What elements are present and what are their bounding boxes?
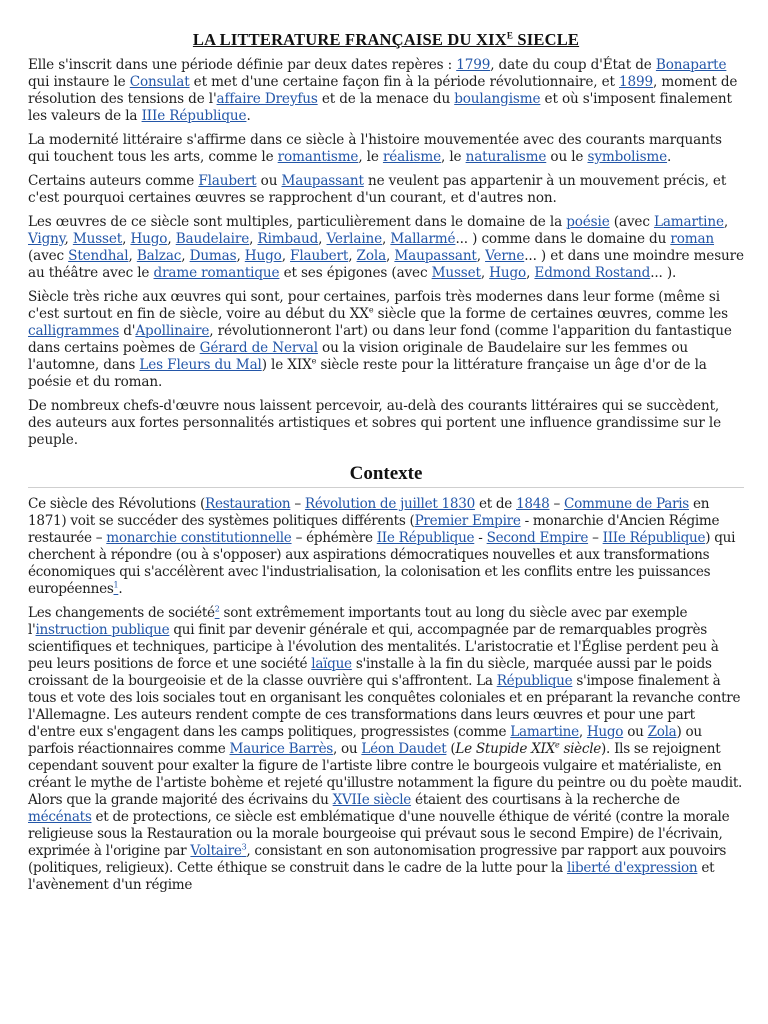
wiki-link[interactable]: Lamartine — [510, 724, 579, 740]
wiki-link[interactable]: Révolution de juillet 1830 — [304, 496, 475, 512]
wiki-link[interactable]: IIIe République — [602, 530, 706, 546]
wiki-link[interactable]: affaire Dreyfus — [216, 91, 318, 107]
text-run: ne veulent pas appartenir à un mouvement précis, et c'est pourquoi certaines œuvres se rapprochent d'un courant, et d'autres non. — [28, 173, 727, 206]
text-run: – éphémère — [291, 530, 377, 546]
wiki-link[interactable]: liberté d'expression — [566, 860, 698, 876]
text-run: siècle que la forme de certaines œuvres, comme les — [373, 306, 728, 322]
wiki-link[interactable]: IIIe République — [141, 108, 247, 124]
text-run: (avec — [609, 214, 654, 230]
wiki-link[interactable]: Hugo — [130, 231, 168, 247]
paragraph — [28, 398, 744, 449]
text-run: ) ou parfois réactionnaires comme — [28, 724, 702, 757]
text-run: , — [348, 248, 357, 264]
text-run: De nombreux chefs-d'œuvre nous laissent percevoir, au-delà des courants littéraires qui se succèdent, des auteurs aux fortes personnalités artistiques et sobres qui portent une influence grandissime sur le peuple. — [28, 398, 721, 448]
wiki-link[interactable]: Baudelaire — [175, 231, 250, 247]
wiki-link[interactable]: Les Fleurs du Mal — [139, 357, 262, 373]
wiki-link[interactable]: Premier Empire — [414, 513, 521, 529]
wiki-link[interactable]: Maupassant — [394, 248, 477, 264]
wiki-link[interactable]: poésie — [566, 214, 610, 230]
text-run: ... ). — [650, 265, 677, 281]
wiki-link[interactable]: Commune de Paris — [564, 496, 689, 512]
text-run: , le — [358, 149, 383, 165]
text-run: et met d'une certaine façon fin à la période révolutionnaire, et — [189, 74, 619, 90]
wiki-link[interactable]: IIe République — [376, 530, 475, 546]
wiki-link[interactable]: Dumas — [189, 248, 237, 264]
text-run: ) le XIX — [261, 357, 312, 373]
wiki-link[interactable]: Hugo — [489, 265, 527, 281]
text-run: - monarchie d'Ancien Régime restaurée – — [28, 513, 720, 546]
text-run: (avec — [28, 248, 69, 264]
wiki-link[interactable]: Zola — [647, 724, 677, 740]
paragraph — [28, 214, 744, 282]
text-run: ... ) et dans une moindre mesure au théâtre avec le — [28, 248, 744, 281]
text-run: , date du coup d'État de — [490, 57, 656, 73]
text-run: Elle s'inscrit dans une période définie par deux dates repères : — [28, 57, 457, 73]
text-run: , consistant en son autonomisation progressive par rapport aux pouvoirs (politiques, religieux). Cette éthique se construit dans le cadre de la lutte pour la — [28, 843, 727, 876]
intro-section — [28, 57, 744, 449]
text-run: , moment de résolution des tensions de l' — [28, 74, 738, 107]
paragraph — [28, 132, 744, 166]
text-run: ( — [446, 741, 456, 757]
text-run: Certains auteurs comme — [28, 173, 199, 189]
text-run: et de protections, ce siècle est emblématique d'une nouvelle éthique de vérité (contre la morale religieuse sous la Restauration ou la morale bourgeoise qui prévaut sous le second Empire) de l'écrivain, exprimée à l'origine par — [28, 809, 730, 859]
text-run: s'impose finalement à tous et vote des lois sociales tout en organisant les conquêtes coloniales et en préparant la revanche contre l'Allemagne. Les auteurs rendent compte de ces transformations dans leurs œuvres et pour une part d'entre eux s'engagent dans les camps politiques, progressistes (comme — [28, 673, 741, 740]
wiki-link[interactable]: 1899 — [618, 74, 653, 90]
superscript: e — [555, 740, 560, 750]
text-run: – — [588, 530, 603, 546]
wiki-link[interactable]: Consulat — [129, 74, 190, 90]
footnote-number: 2 — [214, 604, 220, 614]
text-run: . — [118, 581, 123, 597]
wiki-link[interactable]: Maupassant — [281, 173, 364, 189]
wiki-link[interactable]: symbolisme — [587, 149, 668, 165]
text-run: en 1871) voit se succéder des systèmes politiques différents ( — [28, 496, 710, 529]
wiki-link[interactable]: Voltaire — [190, 843, 242, 859]
text-run: , — [128, 248, 137, 264]
wiki-link[interactable]: Rimbaud — [257, 231, 319, 247]
wiki-link[interactable]: monarchie constitutionnelle — [106, 530, 292, 546]
text-run: et de la menace du — [317, 91, 455, 107]
text-run: Les changements de société — [28, 605, 215, 621]
text-run: ou la vision originale de Baudelaire sur les femmes ou l'automne, dans — [28, 340, 688, 373]
wiki-link[interactable]: romantisme — [277, 149, 359, 165]
footnote-number: 1 — [113, 580, 119, 590]
wiki-link[interactable]: Restauration — [205, 496, 291, 512]
text-run: et ses épigones (avec — [279, 265, 432, 281]
text-run: et de — [474, 496, 517, 512]
text-run: , — [723, 214, 729, 230]
wiki-link[interactable]: laïque — [311, 656, 352, 672]
wiki-link[interactable]: Balzac — [136, 248, 182, 264]
text-run: , — [249, 231, 258, 247]
text-run: ou — [256, 173, 282, 189]
wiki-link[interactable]: Apollinaire — [135, 323, 210, 339]
text-run: , — [480, 265, 490, 281]
document-title — [28, 30, 744, 50]
superscript: e — [368, 305, 374, 315]
wiki-link[interactable]: drame romantique — [153, 265, 280, 281]
wiki-link[interactable]: roman — [670, 231, 715, 247]
wiki-link[interactable]: Bonaparte — [655, 57, 727, 73]
text-run: , — [181, 248, 190, 264]
text-run: Siècle très riche aux œuvres qui sont, pour certaines, parfois très modernes dans leur forme (même si c'est surtout en fin de siècle, voire au début du XX — [28, 289, 720, 322]
wiki-link[interactable]: Mallarmé — [390, 231, 456, 247]
wiki-link[interactable]: réalisme — [382, 149, 441, 165]
italic-text: Le Stupide XIX — [455, 741, 555, 757]
text-run: , — [167, 231, 176, 247]
paragraph — [28, 496, 744, 598]
text-run: s'installe à la fin du siècle, marquée aussi par le poids croissant de la bourgeoisie et de la classe ouvrière qui s'affrontent. La — [28, 656, 712, 689]
text-run: . — [246, 108, 251, 124]
text-run: et l'avènement d'un régime — [28, 860, 715, 893]
title-text: LA LITTERATURE FRANÇAISE DU XIX — [192, 30, 507, 49]
wiki-link[interactable]: instruction publique — [35, 622, 170, 638]
text-run: qui finit par devenir générale et qui, accompagnée par de remarquables progrès scientifiques et techniques, participe à l'évolution des mentalités. L'aristocratie et l'Église perdent peu à peu leurs positions de force et une société — [28, 622, 719, 672]
text-run: qui instaure le — [28, 74, 130, 90]
wiki-link[interactable]: Flaubert — [290, 248, 349, 264]
wiki-link[interactable]: Maurice Barrès — [229, 741, 333, 757]
text-run: , — [386, 248, 395, 264]
wiki-link[interactable]: XVIIe siècle — [332, 792, 412, 808]
paragraph — [28, 173, 744, 207]
text-run: , révolutionneront l'art) ou dans leur fond (comme l'apparition du fantastique dans certains poèmes de — [28, 323, 732, 356]
text-run: et où s'imposent finalement les valeurs de la — [28, 91, 732, 124]
text-run: – — [549, 496, 565, 512]
superscript: e — [311, 356, 317, 366]
text-run: étaient des courtisans à la recherche de — [411, 792, 680, 808]
wiki-link[interactable]: mécénats — [28, 809, 92, 825]
wiki-link[interactable]: 1799 — [456, 57, 491, 73]
wiki-link[interactable]: République — [496, 673, 573, 689]
text-run: , — [578, 724, 587, 740]
wiki-link[interactable]: naturalisme — [465, 149, 547, 165]
section-title-contexte: Contexte — [349, 463, 423, 484]
text-run: , — [526, 265, 535, 281]
document-page — [28, 30, 744, 901]
text-run: , le — [441, 149, 466, 165]
text-run: La modernité littéraire s'affirme dans ce siècle à l'histoire mouvementée avec des courants marquants qui touchent tous les arts, comme le — [28, 132, 722, 165]
wiki-link[interactable]: Zola — [356, 248, 387, 264]
context-section — [28, 496, 744, 894]
text-run: , — [64, 231, 73, 247]
wiki-link[interactable]: calligrammes — [28, 323, 120, 339]
text-run: ). Ils se rejoignent cependant souvent pour exalter la figure de l'artiste libre contre le bourgeois vulgaire et matérialiste, en créant le mythe de l'artiste bohème et rejeté qu'illustre notamment la figure du peintre ou du poète maudit. Alors que la grande majorité des écrivains du — [28, 741, 743, 808]
wiki-link[interactable]: Verne — [485, 248, 525, 264]
text-run: ... ) comme dans le domaine du — [455, 231, 671, 247]
wiki-link[interactable]: Hugo — [586, 724, 624, 740]
text-run: Ce siècle des Révolutions ( — [28, 496, 206, 512]
wiki-link[interactable]: Second Empire — [486, 530, 589, 546]
text-run: , — [318, 231, 327, 247]
wiki-link[interactable]: Léon Daudet — [361, 741, 447, 757]
wiki-link[interactable]: Musset — [72, 231, 123, 247]
wiki-link[interactable]: Hugo — [244, 248, 282, 264]
wiki-link[interactable]: Lamartine — [653, 214, 724, 230]
wiki-link[interactable]: 1848 — [516, 496, 550, 512]
wiki-link[interactable]: Gérard de Nerval — [199, 340, 318, 356]
text-run: . — [667, 149, 672, 165]
text-run: , — [281, 248, 291, 264]
title-superscript: E — [506, 30, 514, 41]
wiki-link[interactable]: Musset — [431, 265, 481, 281]
wiki-link[interactable]: Flaubert — [198, 173, 257, 189]
text-run: – — [290, 496, 305, 512]
wiki-link[interactable]: Edmond Rostand — [534, 265, 651, 281]
text-run: , — [122, 231, 131, 247]
wiki-link[interactable]: Stendhal — [68, 248, 129, 264]
text-run: , ou — [332, 741, 362, 757]
text-run: , — [236, 248, 245, 264]
wiki-link[interactable]: boulangisme — [454, 91, 541, 107]
italic-text: siècle — [559, 741, 602, 757]
text-run: ou le — [546, 149, 588, 165]
wiki-link[interactable]: Verlaine — [326, 231, 383, 247]
text-run: siècle reste pour la littérature française un âge d'or de la poésie et du roman. — [28, 357, 707, 390]
text-run: , — [476, 248, 486, 264]
footnote-number: 3 — [241, 842, 247, 852]
paragraph — [28, 605, 744, 894]
title-text-end: SIECLE — [513, 30, 580, 49]
text-run: sont extrêmement importants tout au long du siècle avec par exemple l' — [28, 605, 688, 638]
text-run: ) qui cherchent à répondre (ou à s'opposer) aux aspirations démocratiques nouvelles et aux transformations économiques qui s'accélèrent avec l'industrialisation, la colonisation et les conflits entre les puissances européennes — [28, 530, 736, 597]
text-run: Les œuvres de ce siècle sont multiples, particulièrement dans le domaine de la — [28, 214, 567, 230]
text-run: d' — [119, 323, 136, 339]
section-heading-wrap — [28, 463, 744, 488]
paragraph — [28, 289, 744, 391]
text-run: , — [382, 231, 391, 247]
text-run: ou — [623, 724, 648, 740]
paragraph — [28, 57, 744, 125]
text-run: - — [474, 530, 487, 546]
wiki-link[interactable]: Vigny — [28, 231, 65, 247]
